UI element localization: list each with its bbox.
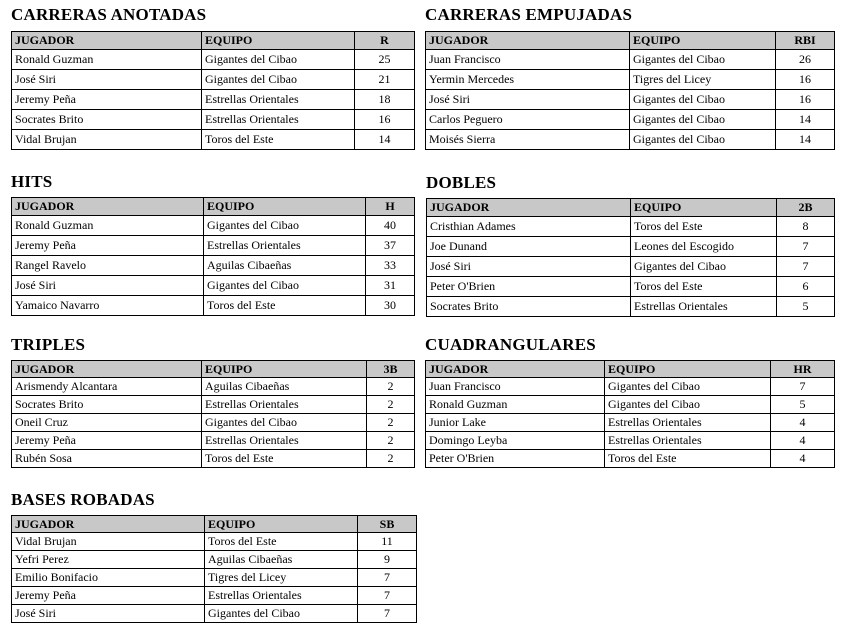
table-row	[12, 551, 417, 569]
stat-value: 7	[358, 587, 417, 605]
table-row	[426, 90, 835, 110]
stats-table	[11, 197, 415, 316]
table-row	[12, 414, 415, 432]
player-name: Ronald Guzman	[426, 396, 605, 414]
team-name: Gigantes del Cibao	[631, 257, 777, 277]
stat-value: 18	[355, 90, 415, 110]
section-carreras-empujadas	[425, 5, 834, 160]
table-row	[12, 533, 417, 551]
column-header-equipo: EQUIPO	[205, 516, 358, 533]
section-hits	[11, 172, 414, 322]
stats-table	[11, 515, 417, 623]
column-header-stat: 2B	[777, 199, 835, 217]
column-header-jugador: JUGADOR	[12, 198, 204, 216]
section-triples	[11, 335, 414, 475]
stat-value: 16	[776, 70, 835, 90]
stat-value: 6	[777, 277, 835, 297]
player-name: Cristhian Adames	[427, 217, 631, 237]
header-row	[12, 516, 417, 533]
column-header-equipo: EQUIPO	[605, 361, 771, 378]
stat-value: 30	[366, 296, 415, 316]
column-header-jugador: JUGADOR	[12, 516, 205, 533]
player-name: Rangel Ravelo	[12, 256, 204, 276]
team-name: Toros del Este	[202, 450, 367, 468]
section-title: TRIPLES	[11, 335, 86, 354]
stat-value: 7	[777, 237, 835, 257]
section-title: CARRERAS EMPUJADAS	[425, 5, 633, 24]
player-name: Domingo Leyba	[426, 432, 605, 450]
player-name: José Siri	[12, 276, 204, 296]
player-name: Socrates Brito	[427, 297, 631, 317]
team-name: Gigantes del Cibao	[605, 378, 771, 396]
player-name: Ronald Guzman	[12, 50, 202, 70]
stat-value: 25	[355, 50, 415, 70]
player-name: Socrates Brito	[12, 110, 202, 130]
column-header-equipo: EQUIPO	[630, 32, 776, 50]
player-name: Yermin Mercedes	[426, 70, 630, 90]
stat-value: 2	[367, 450, 415, 468]
player-name: Jeremy Peña	[12, 432, 202, 450]
stat-value: 9	[358, 551, 417, 569]
header-row	[427, 199, 835, 217]
table-row	[12, 256, 415, 276]
stat-value: 11	[358, 533, 417, 551]
table-row	[426, 50, 835, 70]
team-name: Tigres del Licey	[205, 569, 358, 587]
table-row	[12, 276, 415, 296]
section-title: BASES ROBADAS	[11, 490, 155, 509]
team-name: Gigantes del Cibao	[630, 130, 776, 150]
table-row	[426, 432, 835, 450]
stat-value: 7	[358, 605, 417, 623]
table-row	[426, 70, 835, 90]
player-name: Rubén Sosa	[12, 450, 202, 468]
player-name: Peter O'Brien	[426, 450, 605, 468]
section-dobles	[426, 173, 834, 323]
player-name: Carlos Peguero	[426, 110, 630, 130]
stat-value: 2	[367, 396, 415, 414]
player-name: Jeremy Peña	[12, 90, 202, 110]
player-name: Jeremy Peña	[12, 587, 205, 605]
stat-value: 14	[776, 110, 835, 130]
team-name: Toros del Este	[205, 533, 358, 551]
table-row	[426, 450, 835, 468]
header-row	[12, 198, 415, 216]
team-name: Gigantes del Cibao	[605, 396, 771, 414]
player-name: Yamaico Navarro	[12, 296, 204, 316]
table-row	[426, 414, 835, 432]
team-name: Toros del Este	[605, 450, 771, 468]
table-row	[12, 569, 417, 587]
stat-value: 7	[771, 378, 835, 396]
stat-value: 33	[366, 256, 415, 276]
team-name: Estrellas Orientales	[631, 297, 777, 317]
player-name: Juan Francisco	[426, 50, 630, 70]
stat-value: 16	[776, 90, 835, 110]
section-bases-robadas	[11, 490, 416, 630]
table-row	[426, 110, 835, 130]
table-row	[427, 237, 835, 257]
stat-value: 16	[355, 110, 415, 130]
column-header-stat: HR	[771, 361, 835, 378]
team-name: Gigantes del Cibao	[202, 50, 355, 70]
stat-value: 14	[776, 130, 835, 150]
column-header-stat: R	[355, 32, 415, 50]
table-row	[12, 605, 417, 623]
table-row	[12, 432, 415, 450]
team-name: Estrellas Orientales	[202, 432, 367, 450]
stat-value: 7	[777, 257, 835, 277]
header-row	[12, 32, 415, 50]
header-row	[426, 361, 835, 378]
stat-value: 5	[771, 396, 835, 414]
team-name: Tigres del Licey	[630, 70, 776, 90]
stat-value: 7	[358, 569, 417, 587]
table-row	[12, 236, 415, 256]
table-row	[426, 378, 835, 396]
player-name: José Siri	[426, 90, 630, 110]
player-name: Socrates Brito	[12, 396, 202, 414]
team-name: Toros del Este	[202, 130, 355, 150]
table-row	[12, 378, 415, 396]
column-header-jugador: JUGADOR	[426, 32, 630, 50]
section-title: HITS	[11, 172, 53, 191]
table-row	[12, 587, 417, 605]
team-name: Toros del Este	[631, 217, 777, 237]
stat-value: 14	[355, 130, 415, 150]
column-header-stat: 3B	[367, 361, 415, 378]
table-row	[12, 50, 415, 70]
stat-value: 8	[777, 217, 835, 237]
stats-table	[425, 31, 835, 150]
team-name: Gigantes del Cibao	[630, 50, 776, 70]
table-row	[426, 396, 835, 414]
table-row	[12, 110, 415, 130]
player-name: Arismendy Alcantara	[12, 378, 202, 396]
stat-value: 37	[366, 236, 415, 256]
team-name: Gigantes del Cibao	[204, 216, 366, 236]
table-row	[427, 257, 835, 277]
stats-table	[425, 360, 835, 468]
team-name: Toros del Este	[204, 296, 366, 316]
player-name: Joe Dunand	[427, 237, 631, 257]
player-name: Vidal Brujan	[12, 533, 205, 551]
team-name: Gigantes del Cibao	[205, 605, 358, 623]
stat-value: 26	[776, 50, 835, 70]
table-row	[12, 90, 415, 110]
team-name: Gigantes del Cibao	[204, 276, 366, 296]
player-name: José Siri	[427, 257, 631, 277]
column-header-equipo: EQUIPO	[204, 198, 366, 216]
header-row	[12, 361, 415, 378]
section-cuadrangulares	[425, 335, 834, 475]
team-name: Estrellas Orientales	[205, 587, 358, 605]
player-name: Yefri Perez	[12, 551, 205, 569]
player-name: Juan Francisco	[426, 378, 605, 396]
team-name: Estrellas Orientales	[204, 236, 366, 256]
stat-value: 2	[367, 414, 415, 432]
stats-table	[11, 31, 415, 150]
player-name: Peter O'Brien	[427, 277, 631, 297]
table-row	[12, 216, 415, 236]
player-name: Oneil Cruz	[12, 414, 202, 432]
team-name: Estrellas Orientales	[605, 414, 771, 432]
player-name: Vidal Brujan	[12, 130, 202, 150]
section-title: DOBLES	[426, 173, 497, 192]
header-row	[426, 32, 835, 50]
table-row	[12, 450, 415, 468]
table-row	[427, 277, 835, 297]
team-name: Toros del Este	[631, 277, 777, 297]
team-name: Aguilas Cibaeñas	[202, 378, 367, 396]
stat-value: 21	[355, 70, 415, 90]
column-header-stat: H	[366, 198, 415, 216]
player-name: Jeremy Peña	[12, 236, 204, 256]
team-name: Gigantes del Cibao	[630, 90, 776, 110]
column-header-equipo: EQUIPO	[631, 199, 777, 217]
team-name: Gigantes del Cibao	[202, 414, 367, 432]
table-row	[427, 297, 835, 317]
table-row	[12, 130, 415, 150]
stat-value: 4	[771, 450, 835, 468]
team-name: Leones del Escogido	[631, 237, 777, 257]
team-name: Aguilas Cibaeñas	[205, 551, 358, 569]
stats-table	[11, 360, 415, 468]
team-name: Gigantes del Cibao	[630, 110, 776, 130]
player-name: Emilio Bonifacio	[12, 569, 205, 587]
stat-value: 4	[771, 432, 835, 450]
player-name: Ronald Guzman	[12, 216, 204, 236]
stat-value: 2	[367, 378, 415, 396]
stats-table	[426, 198, 835, 317]
section-carreras-anotadas	[11, 5, 414, 160]
column-header-jugador: JUGADOR	[12, 32, 202, 50]
team-name: Estrellas Orientales	[202, 396, 367, 414]
player-name: Moisés Sierra	[426, 130, 630, 150]
column-header-stat: SB	[358, 516, 417, 533]
column-header-jugador: JUGADOR	[427, 199, 631, 217]
player-name: Junior Lake	[426, 414, 605, 432]
player-name: José Siri	[12, 605, 205, 623]
column-header-equipo: EQUIPO	[202, 361, 367, 378]
table-row	[12, 70, 415, 90]
column-header-stat: RBI	[776, 32, 835, 50]
column-header-jugador: JUGADOR	[426, 361, 605, 378]
stat-value: 4	[771, 414, 835, 432]
column-header-equipo: EQUIPO	[202, 32, 355, 50]
table-row	[427, 217, 835, 237]
table-row	[426, 130, 835, 150]
table-row	[12, 396, 415, 414]
stat-value: 40	[366, 216, 415, 236]
section-title: CUADRANGULARES	[425, 335, 596, 354]
team-name: Estrellas Orientales	[202, 110, 355, 130]
table-row	[12, 296, 415, 316]
team-name: Estrellas Orientales	[202, 90, 355, 110]
player-name: José Siri	[12, 70, 202, 90]
stat-value: 31	[366, 276, 415, 296]
stat-value: 2	[367, 432, 415, 450]
section-title: CARRERAS ANOTADAS	[11, 5, 207, 24]
team-name: Estrellas Orientales	[605, 432, 771, 450]
team-name: Aguilas Cibaeñas	[204, 256, 366, 276]
column-header-jugador: JUGADOR	[12, 361, 202, 378]
stat-value: 5	[777, 297, 835, 317]
team-name: Gigantes del Cibao	[202, 70, 355, 90]
